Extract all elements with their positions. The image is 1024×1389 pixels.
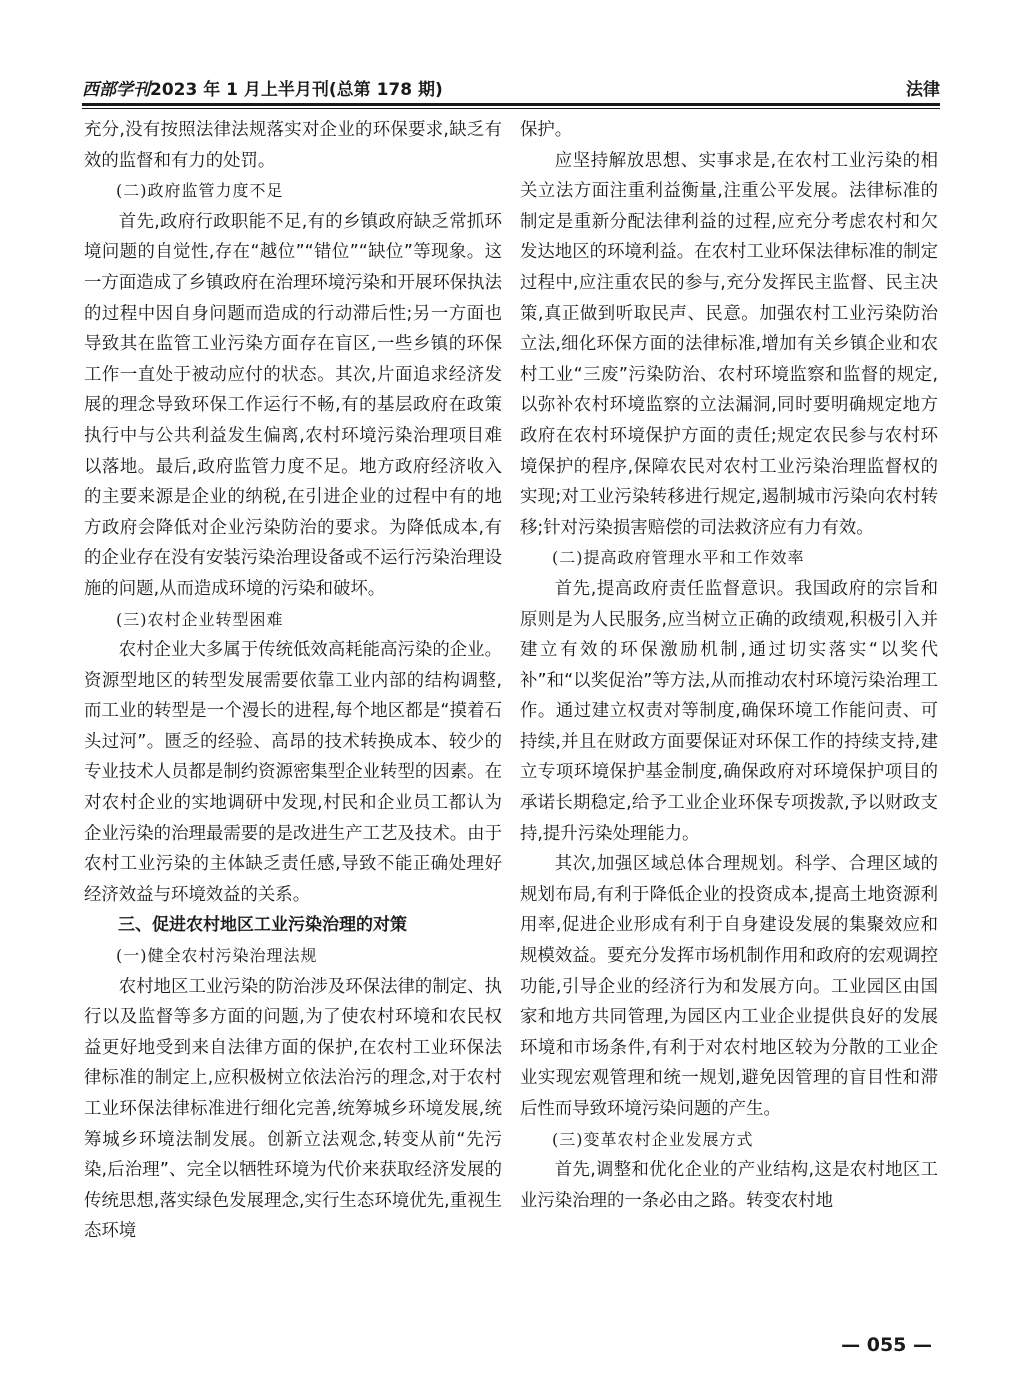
header-left: [82, 75, 443, 100]
right-column: [520, 115, 938, 1216]
header-rule: [82, 103, 940, 106]
paragraph: 首先,提高政府责任监督意识。我国政府的宗旨和原则是为人民服务,应当树立正确的政绩观,积极引入并建立有效的环保激励机制,通过切实落实“以奖代补”和“以奖促治”等方法,从而推动农村环境污染治理工作。通过建立权责对等制度,确保环境工作能问责、可持续,并且在财政方面要保证对环保工作的持续支持,建立专项环境保护基金制度,确保政府对环境保护项目的承诺长期稳定,给予工业企业环保专项拨款,予以财政支持,提升污染处理能力。: [520, 578, 938, 844]
paragraph: 充分,没有按照法律法规落实对企业的环保要求,缺乏有效的监督和有力的处罚。: [84, 120, 502, 171]
paragraph: 首先,调整和优化企业的产业结构,这是农村地区工业污染治理的一条必由之路。转变农村地: [520, 1160, 938, 1211]
section-label: 法律: [906, 79, 940, 100]
header-rule-thin: [82, 108, 940, 109]
paragraph: 保护。: [520, 120, 573, 140]
paragraph: 应坚持解放思想、实事求是,在农村工业污染的相关立法方面注重利益衡量,注重公平发展。法律标准的制定是重新分配法律利益的过程,应充分考虑农村和欠发达地区的环境利益。在农村工业环保法律标准的制定过程中,应注重农民的参与,充分发挥民主监督、民主决策,真正做到听取民声、民意。加强农村工业污染防治立法,细化环保方面的法律标准,增加有关乡镇企业和农村工业“三废”污染防治、农村环境监察和监督的规定,以弥补农村环境监察的立法漏洞,同时要明确规定地方政府在农村环境保护方面的责任;规定农民参与农村环境保护的程序,保障农民对农村工业污染治理监督权的实现;对工业污染转移进行规定,遏制城市污染向农村转移;针对污染损害赔偿的司法救济应有力有效。: [520, 150, 938, 538]
section-heading: (二)政府监管力度不足: [116, 181, 284, 201]
issue-info: 2023 年 1 月上半月刊(总第 178 期): [150, 79, 443, 100]
paragraph: 农村地区工业污染的防治涉及环保法律的制定、执行以及监督等多方面的问题,为了使农村环境和农民权益更好地受到来自法律方面的保护,在农村工业环保法律标准的制定上,应积极树立依法治污的理念,对于农村工业环保法律标准进行细化完善,统筹城乡环境发展,统筹城乡环境法制发展。创新立法观念,转变从前“先污染,后治理”、完全以牺牲环境为代价来获取经济发展的传统思想,落实绿色发展理念,实行生态环境优先,重视生态环境: [84, 976, 502, 1242]
paragraph: 农村企业大多属于传统低效高耗能高污染的企业。资源型地区的转型发展需要依靠工业内部的结构调整,而工业的转型是一个漫长的进程,每个地区都是“摸着石头过河”。匮乏的经验、高昂的技术转换成本、较少的专业技术人员都是制约资源密集型企业转型的因素。在对农村企业的实地调研中发现,村民和企业员工都认为企业污染的治理最需要的是改进生产工艺及技术。由于农村工业污染的主体缺乏责任感,导致不能正确处理好经济效益与环境效益的关系。: [84, 640, 502, 905]
section-heading: (三)农村企业转型困难: [116, 609, 284, 629]
paragraph: 首先,政府行政职能不足,有的乡镇政府缺乏常抓环境问题的自觉性,存在“越位”“错位”“缺位”等现象。这一方面造成了乡镇政府在治理环境污染和开展环保执法的过程中因自身问题而造成的行动滞后性;另一方面也导致其在监管工业污染方面存在盲区,一些乡镇的环保工作一直处于被动应付的状态。其次,片面追求经济发展的理念导致环保工作运行不畅,有的基层政府在政策执行中与公共利益发生偏离,农村环境污染治理项目难以落地。最后,政府监管力度不足。地方政府经济收入的主要来源是企业的纳税,在引进企业的过程中有的地方政府会降低对企业污染防治的要求。为降低成本,有的企业存在没有安装污染治理设备或不运行污染治理设施的问题,从而造成环境的污染和破坏。: [84, 211, 502, 599]
section-heading: (二)提高政府管理水平和工作效率: [552, 548, 805, 568]
running-header: [82, 72, 940, 102]
chapter-heading: 三、促进农村地区工业污染治理的对策: [118, 915, 407, 936]
section-heading: (一)健全农村污染治理法规: [116, 946, 318, 966]
page-number: — 055 —: [841, 1334, 932, 1356]
journal-logo: 西部学刊: [82, 79, 150, 100]
left-column: [84, 115, 502, 1247]
section-heading: (三)变革农村企业发展方式: [552, 1129, 754, 1149]
paragraph: 其次,加强区域总体合理规划。科学、合理区域的规划布局,有利于降低企业的投资成本,提高土地资源利用率,促进企业形成有利于自身建设发展的集聚效应和规模效益。要充分发挥市场机制作用和政府的宏观调控功能,引导企业的经济行为和发展方向。工业园区由国家和地方共同管理,为园区内工业企业提供良好的发展环境和市场条件,有利于对农村地区较为分散的工业企业实现宏观管理和统一规划,避免因管理的盲目性和滞后性而导致环境污染问题的产生。: [520, 854, 938, 1119]
